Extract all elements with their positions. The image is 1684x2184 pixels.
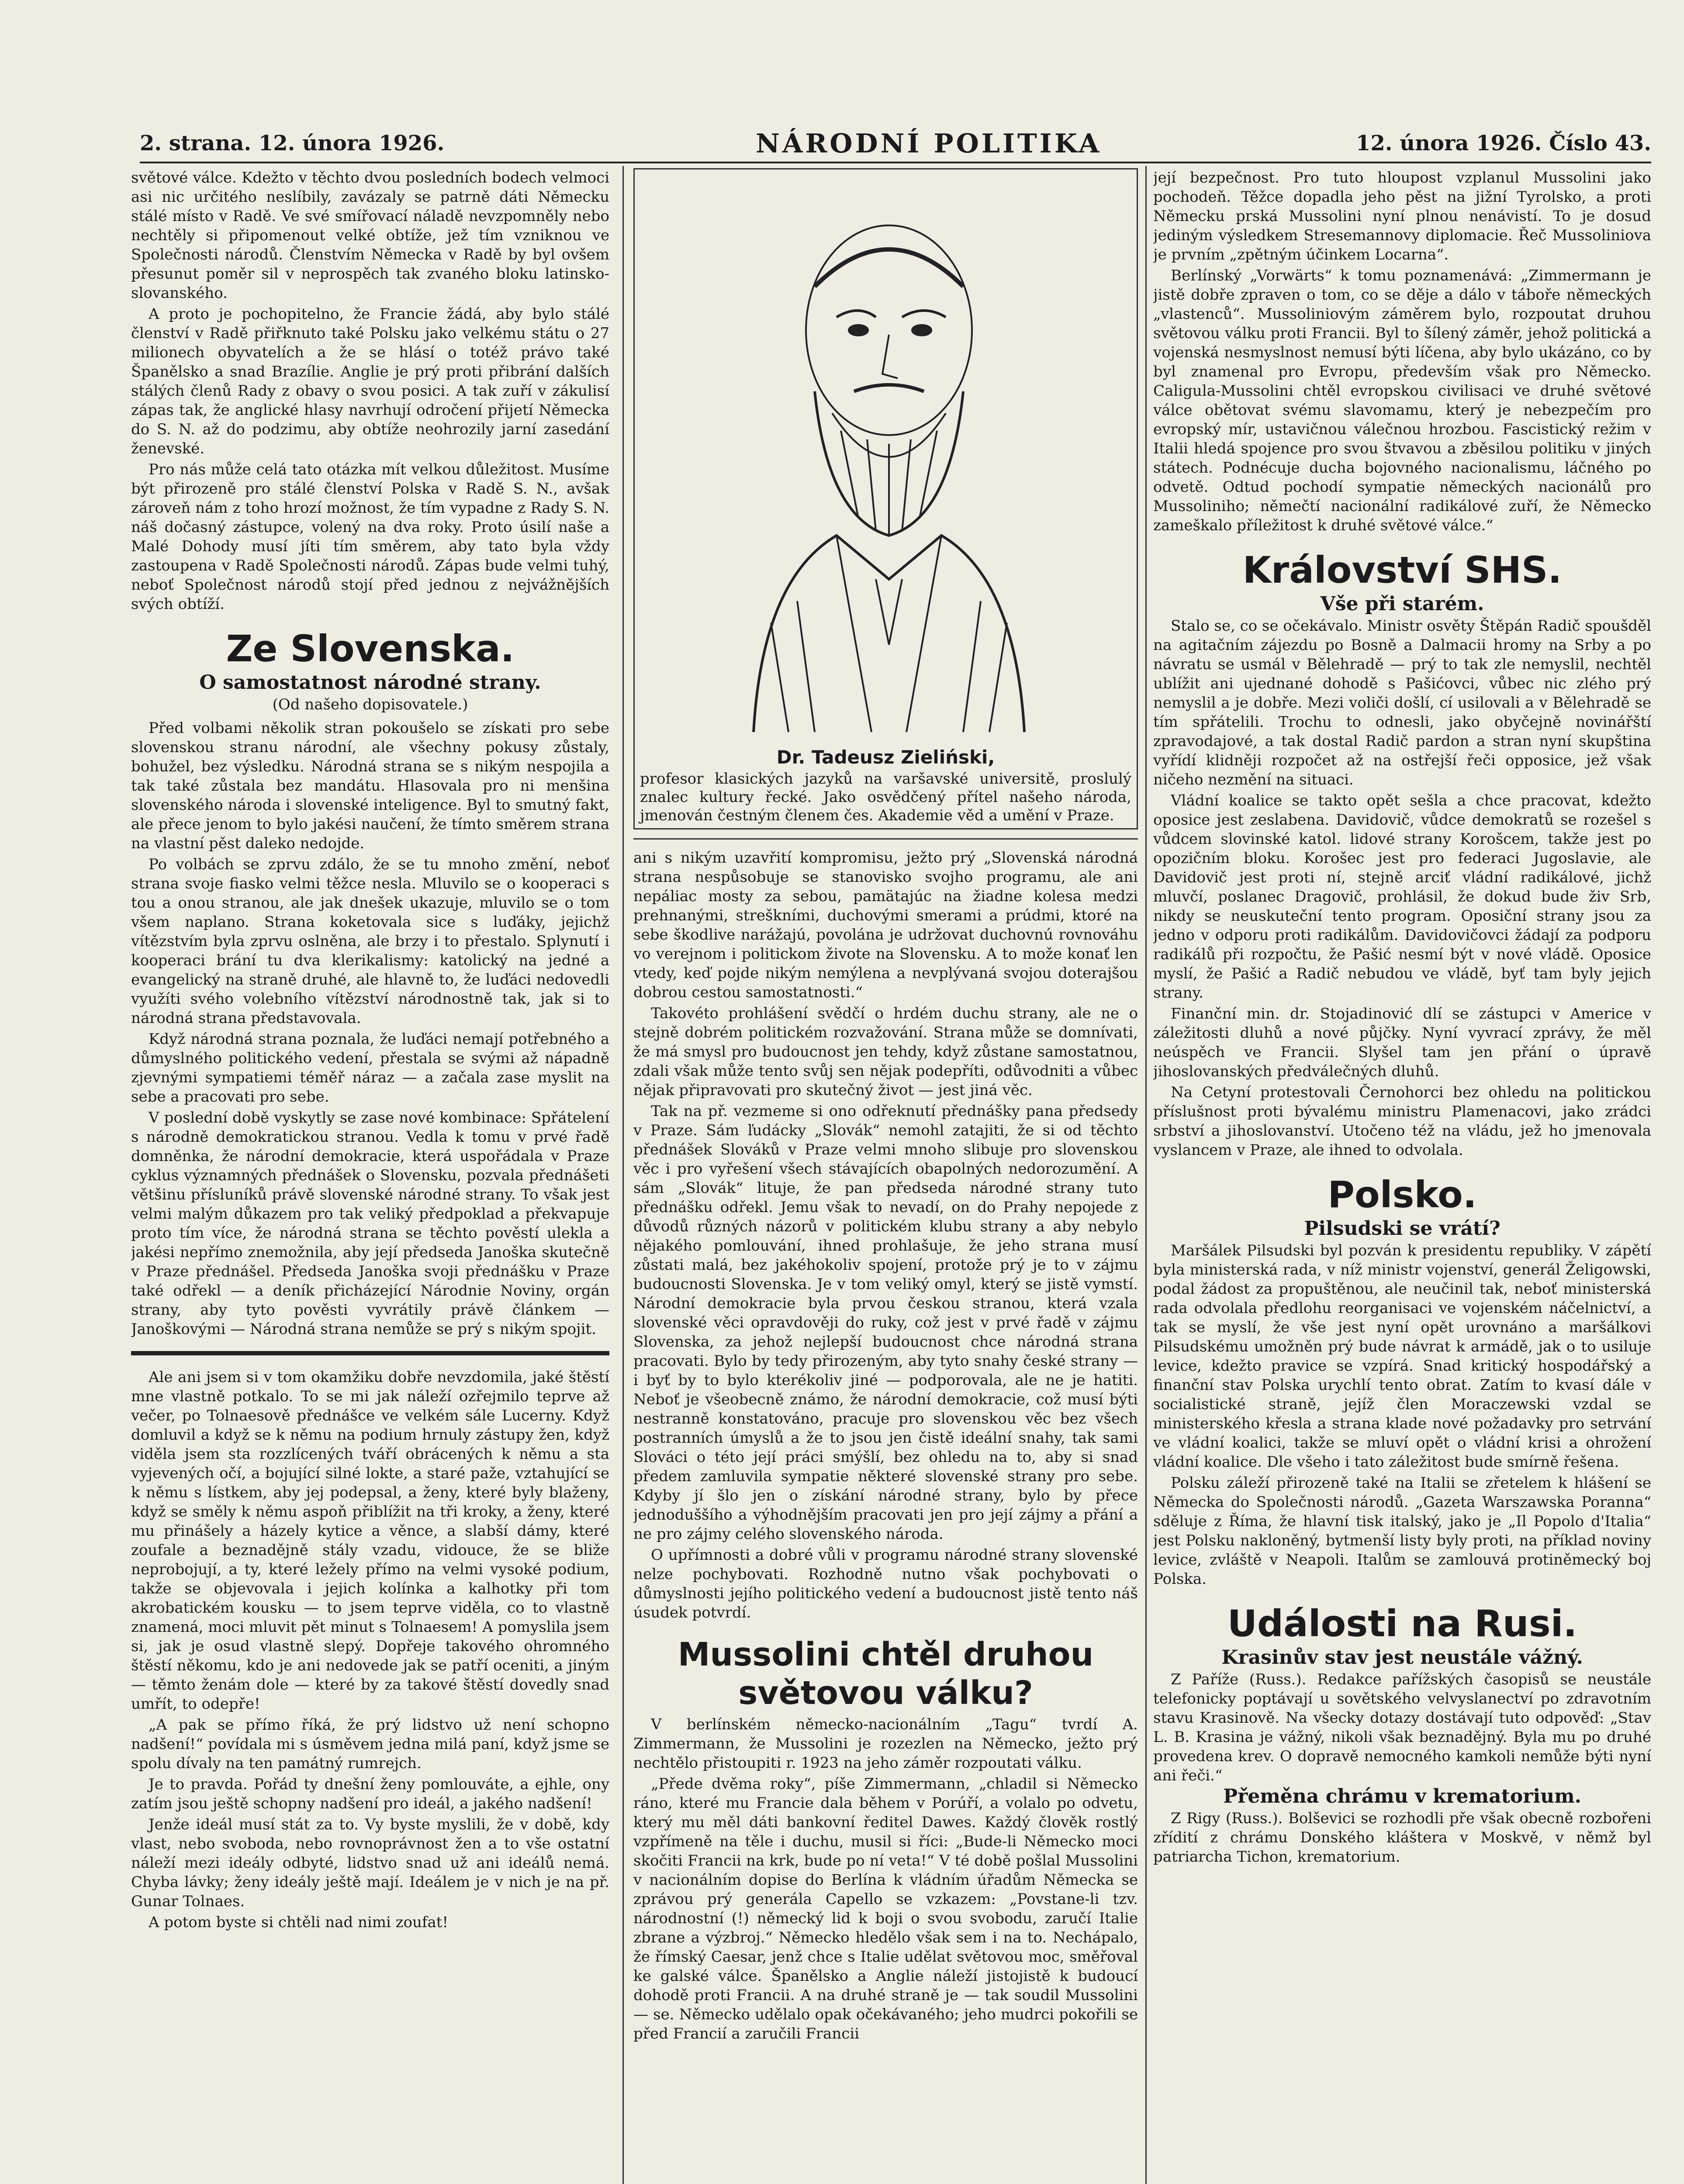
article-paragraph: „Přede dvěma roky“, píše Zimmermann, „chladil si Německo ráno, které mu Francie dala během v Porúří, a volalo po odvetu, který mu měl dáti bankovní ředitel Dawes. Každý člověk rostlý vzpřímeně na těle i duchu, musil si říci: „Bude-li Německo moci skočiti Francii na krk, bude po ní veta!“ V té době pošlal Mussolini v nacionálním dopise do Berlína k vládním úřadům Německa se zprávou prý generála Capello se vzkazem: „Povstane-li tzv. národnostní (!) německý lid k boji o svou svobodu, zaručí Italie zbrane a výzbroj.“ Německo hledělo však sem i na to. Nechápalo, že římský Caesar, jenž chce s Italie udělat světovou moc, směřoval ke galské válce. Španělsko a Anglie náleží jistojistě k budoucí dohodě proti Francii. A na druhé straně je — tak soudil Mussolini — se. Německo udělalo opak očekávaného; jeho mudrci pokořili se před Francií a zaručili Francii	[633, 1775, 1138, 2042]
headline-shs: Království SHS.	[1242, 549, 1562, 591]
feuilleton-paragraph: Jenže ideál musí stát za to. Vy byste myslili, že v době, kdy vlast, nebo svoboda, nebo rovnoprávnost žen a to vše ostatní náleží mezi ideály odbyté, lidstvo snad už ani ideálů nemá. Chyba lávky; ženy ideály ještě mají. Ideálem je v nich je na př. Gunar Tolnaes.	[131, 1816, 609, 1910]
portrait-box	[633, 168, 1138, 829]
feuilleton-paragraph: „A pak se přímo říká, že prý lidstvo už není schopno nadšení!“ povídala mi s úsměvem jedna milá paní, když jsme se spolu dívaly na ten památný rumrejch.	[131, 1716, 609, 1772]
column-1	[131, 168, 609, 2184]
masthead	[140, 128, 1651, 159]
article-paragraph: Z Rigy (Russ.). Bolševici se rozhodli pře však obecně rozbořeni zřídití z chrámu Donského kláštera v Moskvě, v němž byl patriarcha Tichon, krematorium.	[1153, 1810, 1651, 1866]
article-paragraph: Na Cetyní protestovali Černohorci bez ohledu na politickou příslušnost proti bývalému ministru Plamenacovi, jako zrádci srbství a jihoslovanství. Utočeno též na vládu, jež ho jmenovala vyslancem v Praze, ale ihned to odvolala.	[1153, 1084, 1651, 1159]
article-paragraph: O upřímnosti a dobré vůli v programu národné strany slovenské nelze pochybovati. Rozhodně nutno však pochybovati o důmyslnosti jejího politického vedení a budoucnost jistě tento náš úsudek potvrdí.	[633, 1546, 1138, 1621]
subheadline-shs: Vše při starém.	[1320, 593, 1484, 615]
masthead-date-left: 2. strana. 12. února 1926.	[140, 131, 445, 156]
article-paragraph: Polsku záleží přirozeně také na Italii se zřetelem k hlášení se Německa do Společnosti národů. „Gazeta Warszawska Poranna“ sděluje z Říma, že hlavní tisk italský, jako je „Il Popolo d'Italia“ jest Polsku nakloněný, bytmenší listy byly proti, na příklad noviny levice, zvláště v Neapoli. Italům se zamlouvá protiněmecký boj Polska.	[1153, 1474, 1651, 1588]
article-paragraph: Maršálek Pilsudski byl pozván k presidentu republiky. V zápětí byla ministerská rada, v níž ministr vojenství, generál Želigowski, podal žádost za propuštěnou, ale neučinil tak, neboť ministerská rada odvolala předlohu reorganisaci ve vojenském náčelnictví, a tak se myslí, že vše jest nyní opět urovnáno a maršálkovi Pilsudskému umožněn prý bude návrat k armádě, jak o to usiluje levice, kdežto pravice se vzpírá. Snad kritický hospodářský a finanční stav Polska urychlí tento obrat. Zatím to kvasí dále v socialistické straně, jejíž člen Moraczewski vzdal se ministerského křesla a strana klade nové požadavky pro setrvání ve vládní koalici, takže se mluví opět o vládní krisi a ohrožení vládní koalice. Dle všeho i tato záležitost bude smírně řešena.	[1153, 1242, 1651, 1471]
article-paragraph: Pro nás může celá tato otázka mít velkou důležitost. Musíme být přirozeně pro stálé členství Polska v Radě S. N., avšak zároveň nám z toho hrozí možnost, že tím vypadne z Rady S. N. náš dočasný zástupce, volený na dva roky. Proto úsilí naše a Malé Dohody musí jíti tím směrem, aby tato byla vždy zastoupena v Radě Společnosti národů. Zápas bude velmi tuhý, neboť Společnost národů stojí před jednou z nejvážnějších svých obtíží.	[131, 461, 609, 613]
headline-rusi: Události na Rusi.	[1227, 1602, 1577, 1645]
masthead-rule	[140, 162, 1651, 163]
subheadline-krematorium: Přeměna chrámu v krematorium.	[1223, 1785, 1581, 1807]
article-paragraph: její bezpečnost. Pro tuto hloupost vzplanul Mussolini jako pochodeň. Těžce dopadla jeho pěst na jižní Tyrolsko, a proti Německu prská Mussolini nyní plnou nenávistí. To je dosud jediným výsledkem Stresemannovy diplomacie. Řeč Mussoliniova je prvním „zpětným účinkem Locarna“.	[1153, 169, 1651, 263]
article-paragraph: Finanční min. dr. Stojadinović dlí se zástupci v Americe v záležitosti dluhů a nové půjčky. Nyní vyvrací zprávy, že měl neúspěch ve Francii. Slyšel tam jen přání o úpravě jihoslovanských předválečných dluhů.	[1153, 1005, 1651, 1080]
masthead-title: NÁRODNÍ POLITIKA	[756, 128, 1102, 159]
subheadline-krasin: Krasinův stav jest neustále vážný.	[1221, 1646, 1583, 1669]
portrait-engraving	[727, 186, 1051, 736]
article-paragraph: Když národná strana poznala, že luďáci nemají potřebného a důmyslného politického vedení, přestala se svými až nápadně zjevnými sympatiemi téměř náraz — a začala zase myslit na sebe a pracovati pro sebe.	[131, 1030, 609, 1106]
subheadline-polsko: Pilsudski se vrátí?	[1304, 1217, 1501, 1240]
headline-mussolini: Mussolini chtěl druhou světovou válku?	[678, 1636, 1094, 1712]
article-paragraph: Stalo se, co se očekávalo. Ministr osvěty Štěpán Radič spoušděl na agitačním zájezdu po Bosně a Dalmacii hromy na Srby a po návratu se usmál v Bělehradě — prý to tak zle nemyslil, nechtěl ublížit ani ujednané dohodě s Pašićovci, vůbec nic zlého prý nemyslil a je dobře. Mezi voliči došlí, cí usilovali a v Bělehradě se tím spřátelili. Trochu to odnesli, jako obyčejně novinářští zpravodajové, a tak dostal Radič pardon a stran nyní skupština vyřídí klidněji rozpočet až na ostřejší řeči opposice, jež však ničeho nezmění na situaci.	[1153, 617, 1651, 788]
article-paragraph: Tak na př. vezmeme si ono odřeknutí přednášky pana předsedy v Praze. Sám ľudácky „Slovák“ nemohl zatajiti, že si od těchto přednášek Slováků v Praze velmi mnoho slibuje pro slovenskou věc i pro vyřešení všech stávajících obapolných nedorozumění. A sám „Slovák“ lituje, že pan předseda národné strany tuto přednášku odřekl. Jemu však to nevadí, on do Prahy nepojede z důvodů různých názorů v politickém klubu strany a aby nebylo nějakého pomlouvání, ihned prohlašuje, že jeho strana musí zůstati malá, bez jakéhokoliv spojení, protože prý je to v zájmu budoucnosti Slovenska. Je v tom veliký omyl, který se jistě vymstí. Národní demokracie byla prvou českou stranou, která vzala slovenské věci opravdověji do ruky, což jest v prvé řadě v zájmu Slovenska, za jehož nejlepší budoucnost chce národná strana pracovati. Bylo by tedy přirozeným, aby tyto snahy české strany — i byť by to bylo kterékoliv jiné — podporovala, ale ne je hatiti. Neboť je všeobecně známo, že národní demokracie, což musí býti nestranně konstatováno, pracuje pro slovenskou věc bez všech postranních úmyslů a že to jsou jen čistě ideální snahy, tak sami Slováci o této její práci smýšlí, bez ohledu na to, aby si snad předem zamluvila sympatie některé slovenské strany pro sebe. Kdyby jí šlo jen o získání národné strany, bylo by přece jednoduššího a výhodnějším pracovati jen pro její zájmy a přání a ne pro zájmy celého slovenského národa.	[633, 1102, 1138, 1543]
article-paragraph: ani s nikým uzavřití kompromisu, ježto prý „Slovenská národná strana nespůsobuje se stanovisko svojho programu, ale ani nepáliac mosty za sebou, pamätajúc na žiadne kolesa medzi prehnanými, streškními, duchovými smerami a prúdmi, ktoré na sebe škodlive narážajú, povolána je udržovat duchovnú rovnováhu vo verejnom i politickom živote na Slovensku. A to može konať len vtedy, keď pojde nikým nemýlena a nevplývaná svojou doterajšou dobrou cestou samostatnosti.“	[633, 849, 1138, 1001]
section-rule	[633, 838, 1138, 840]
section-rule	[131, 1351, 609, 1355]
article-paragraph: Berlínský „Vorwärts“ k tomu poznamenává: „Zimmermann je jistě dobře zpraven o tom, co se děje a dálo v táboře německých „vlastenců“. Mussoliniovým záměrem bylo, rozpoutat druhou světovou válku proti Francii. Byl to šílený záměr, jehož politická a vojenská nesmyslnost nemusí býti líčena, aby bylo ukázáno, co by byl znamenal pro Evropu, především však pro Německo. Caligula-Mussolini chtěl evropskou civilisaci ve druhé světové válce obětovat svému slavomamu, který je nebezpečím pro evropský mír, ustavičnou válečnou hrozbou. Fascistický režim v Italii hledá spojence pro svou štvavou a zběsilou politiku v jiných státech. Podnécuje ducha bojovného nacionalismu, láčného po odvetě. Odtud pochodí sympatie německých nacionálů pro Mussoliniho; němečtí nacionální radikálové zuří, že Německo zameškalo příležitost k druhé světové válce.“	[1153, 267, 1651, 534]
feuilleton-paragraph: A potom byste si chtěli nad nimi zoufat!	[149, 1914, 449, 1931]
feuilleton-paragraph: Je to pravda. Pořád ty dnešní ženy pomlouváte, a ejhle, ony zatím jsou ještě schopny nadšení pro ideál, a jakého nadšení!	[131, 1776, 609, 1812]
headline-polsko: Polsko.	[1328, 1173, 1477, 1216]
article-paragraph: Po volbách se zprvu zdálo, že se tu mnoho změní, neboť strana svoje fiasko velmi těžce nesla. Mluvilo se o kooperaci s tou a onou stranou, ale jak dnešek ukazuje, mluvilo se o tom všem naplano. Strana koketovala sice s luďáky, jejichž vítězstvím byla zprvu oslněna, ale brzy i to přestalo. Splynutí i kooperaci brání tu dva klerikalismy: katolický na jedné a evangelický na straně druhé, ale hlavně to, že luďáci nedovedli využíti svého volebního vítězství národnostně tak, jak si to národná strana představovala.	[131, 856, 609, 1027]
portrait-caption: profesor klasických jazyků na varšavské universitě, proslulý znalec kultury řecké. Jako osvědčený přítel našeho národa, jmenován čestným členem čes. Akademie věd a umění v Praze.	[640, 770, 1131, 824]
article-paragraph: světové válce. Kdežto v těchto dvou posledních bodech velmoci asi nic určitého neslíbily, zavázaly se patrně dáti Německu stálé místo v Radě. Ve své smířovací náladě nevzpomněly nebo nechtěly si připomenout velké obtíže, jež tím vzniknou ve Společnosti národů. Členstvím Německa v Radě by byl ovšem přesunut poměr sil v neprospěch tak zvaného bloku latinsko-slovanského.	[131, 169, 609, 302]
byline-slovensko: (Od našeho dopisovatele.)	[272, 696, 468, 713]
article-paragraph: Vládní koalice se takto opět sešla a chce pracovat, kdežto oposice jest zeslabena. Davidovič, vůdce demokratů se rozešel s vůdcem slovinské katol. lidové strany Korošcem, takže jest po opozičním bloku. Korošec jest pro federaci Jugoslavie, ale Davidovič jest proti ní, stejně arciť vládní radikálové, jichž mluvčí, poslanec Dragovič, prohlásil, že dokud bude živ Srb, nikdy se neuskuteční tento program. Oposiční strany jsou za jedno v odporu proti radikálům. Davidovičovci žádají za podporu radikálů při rozpočtu, že Pašić nesmí být v nové vládě. Oposice myslí, že Pašić a Radič nebudou ve vládě, byť tam byly jejich strany.	[1153, 792, 1651, 1002]
portrait-image	[640, 177, 1138, 745]
headline-slovensko: Ze Slovenska.	[226, 627, 515, 670]
article-paragraph: A proto je pochopitelno, že Francie žádá, aby bylo stálé členství v Radě přiřknuto také Polsku jako velkému státu o 27 milionech obyvatelích a že se hlásí o totéž právo také Španělsko a snad Brazílie. Anglie je prý proti přibrání dalších stálých členů Rady z obavy o svou posici. A tak zuří v zákulisí zápas tak, že anglické hlasy navrhují odročení přijetí Německa do S. N. až do podzimu, aby obtíže neohrozily jarní zasedání ženevské.	[131, 305, 609, 457]
feuilleton-paragraph: Ale ani jsem si v tom okamžiku dobře nevzdomila, jaké štěstí mne vlastně potkalo. To se mi jak náleží ozřejmilo teprve až večer, po Tolnaesově přednášce ve velkém sále Lucerny. Když domluvil a když se k němu na podium hrnuly zástupy žen, když viděla jsem sta rozzlícených tváří obrácených k němu a sta vyjevených očí, a bojující silné lokte, a staré paže, vztahující se k němu s lístkem, aby jej podepsal, a ženy, které byly blaženy, když se směly k němu aspoň přiblížit na tři kroky, a ženy, které mu přinášely a házely kytice a věnce, a slabší dámy, které zoufale a beznadějně stály vzadu, vidouce, že se bliže neprobojují, a ty, které ležely přímo na velmi vysoké podium, takže se objevovala i jejich kolínka a kalhotky při tom akrobatickém kousku — to jsem teprve viděla, co to vlastně znamená, moci mluvit pět minut s Tolnaesem! A pomyslila jsem si, jak je osud vlastně slepý. Dopřeje takového ohromného štěstí někomu, kdo je ani nedovede jak se patří oceniti, a jiným — těmto ženám dole — které by za takové štěstí dovedly snad umřít, to odepře!	[131, 1368, 609, 1713]
subheadline-slovensko: O samostatnost národné strany.	[199, 671, 541, 694]
column-2	[633, 168, 1138, 2184]
portrait-name: Dr. Tadeusz Zieliński,	[776, 746, 995, 768]
article-paragraph: Z Paříže (Russ.). Redakce pařížských časopisů se neustále telefonicky poptávají u sovětského velvyslanectví po zdravotním stavu Krasinově. Na všecky dotazy dostávají tuto odpověď: „Stav L. B. Krasina je vážný, nikoli však beznadějný. Byla mu po druhé provedena krev. O dopravě nemocného kamkoli nemůže býti nyní ani řeči.“	[1153, 1671, 1651, 1784]
column-3	[1153, 168, 1651, 2184]
article-paragraph: V berlínském německo-nacionálním „Tagu“ tvrdí A. Zimmermann, že Mussolini je rozezlen na Německo, ježto prý nechtělo přistoupiti r. 1923 na jeho záměr rozpoutati válku.	[633, 1716, 1138, 1772]
article-paragraph: Před volbami několik stran pokoušelo se získati pro sebe slovenskou stranu národní, ale všechny pokusy zůstaly, bohužel, bez výsledku. Národná strana se s nikým nespojila a tak také zůstala bez mandátu. Hlasovala pro ni menšina slovenského národa i slovenské inteligence. Byl to smutný fakt, ale přece jenom to bylo jakési naučení, že tímto směrem strana na vlastní pěst daleko nedojde.	[131, 719, 609, 852]
article-paragraph: Takovéto prohlášení svědčí o hrdém duchu strany, ale ne o stejně dobrém politickém rozvažování. Strana může se domnívati, že má smysl pro budoucnost jen tehdy, když zůstane samostatnou, zdali však může tento svůj sen nějak podepříti, odůvodniti a vůbec nějak připravovati pro skutečný život — jest jiná věc.	[633, 1005, 1138, 1099]
masthead-date-right: 12. února 1926. Číslo 43.	[1355, 131, 1651, 156]
column-divider	[622, 166, 624, 2184]
column-divider	[1145, 166, 1147, 2184]
article-paragraph: V poslední době vyskytly se zase nové kombinace: Spřátelení s národně demokratickou stranou. Vedla k tomu v prvé řadě domněnka, že národní demokracie, která uspořádala v Praze cyklus významných přednášek o Slovensku, pozvala přednášeti většinu přísluníků právě slovenské národné strany. To však jest velmi malým důkazem pro tak veliký předpoklad a překvapuje proto tím více, že národná strana se těchto pověstí ulekla a jakési nepřímo znemožnila, aby její předseda Janoška skutečně v Praze přednášel. Předseda Janoška svoji přednášku v Praze také odřekl — a deník přicházející Národnie Noviny, orgán strany, aby tyto pověsti vyvrátily právě článkem — Janoškovými — Národná strana nemůže se prý s nikým spojit.	[131, 1109, 609, 1338]
